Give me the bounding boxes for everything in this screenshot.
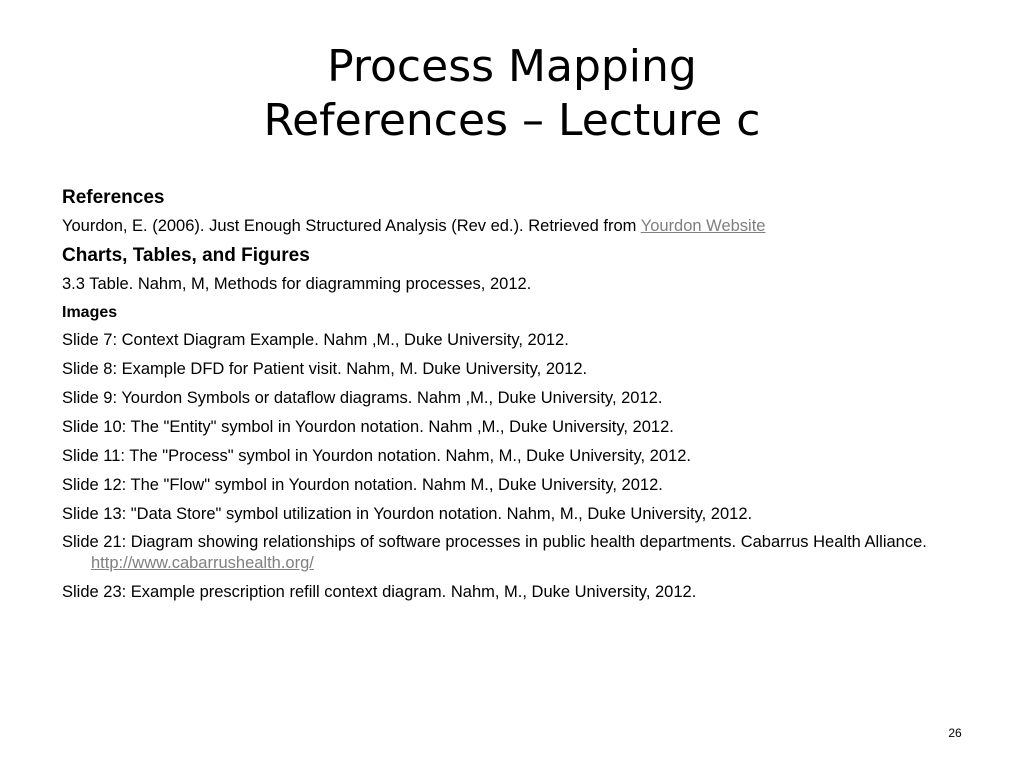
image-credit-slide-9: Slide 9: Yourdon Symbols or dataflow diagrams. Nahm ,M., Duke University, 2012. <box>62 389 663 407</box>
images-heading: Images <box>62 304 118 321</box>
references-heading: References <box>62 187 165 208</box>
references-content <box>62 186 982 610</box>
charts-entry: 3.3 Table. Nahm, M, Methods for diagramming processes, 2012. <box>62 275 532 293</box>
title-line-2: References – Lecture c <box>263 95 761 146</box>
cabarrus-health-link[interactable]: http://www.cabarrushealth.org/ <box>91 554 314 572</box>
image-credit-slide-13: Slide 13: "Data Store" symbol utilization in Yourdon notation. Nahm, M., Duke University, 2012. <box>62 505 753 523</box>
title-line-1: Process Mapping <box>327 41 697 92</box>
slide-title <box>0 40 1024 148</box>
slide-21-text: Slide 21: Diagram showing relationships of software processes in public health departments. Cabarrus Health Alliance. <box>62 533 927 551</box>
image-credit-slide-21 <box>62 532 982 574</box>
image-credit-slide-7: Slide 7: Context Diagram Example. Nahm ,M., Duke University, 2012. <box>62 331 569 349</box>
image-credit-slide-23: Slide 23: Example prescription refill context diagram. Nahm, M., Duke University, 2012. <box>62 583 697 601</box>
image-credit-slide-12: Slide 12: The "Flow" symbol in Yourdon notation. Nahm M., Duke University, 2012. <box>62 476 663 494</box>
image-credit-slide-11: Slide 11: The "Process" symbol in Yourdon notation. Nahm, M., Duke University, 2012. <box>62 447 691 465</box>
yourdon-website-link[interactable]: Yourdon Website <box>640 217 766 235</box>
reference-entry-text: Yourdon, E. (2006). Just Enough Structured Analysis (Rev ed.). Retrieved from <box>62 217 641 235</box>
image-credit-slide-8: Slide 8: Example DFD for Patient visit. Nahm, M. Duke University, 2012. <box>62 360 588 378</box>
charts-heading: Charts, Tables, and Figures <box>62 245 310 266</box>
reference-entry <box>62 215 982 237</box>
slide-number: 26 <box>948 726 962 740</box>
image-credit-slide-10: Slide 10: The "Entity" symbol in Yourdon notation. Nahm ,M., Duke University, 2012. <box>62 418 674 436</box>
